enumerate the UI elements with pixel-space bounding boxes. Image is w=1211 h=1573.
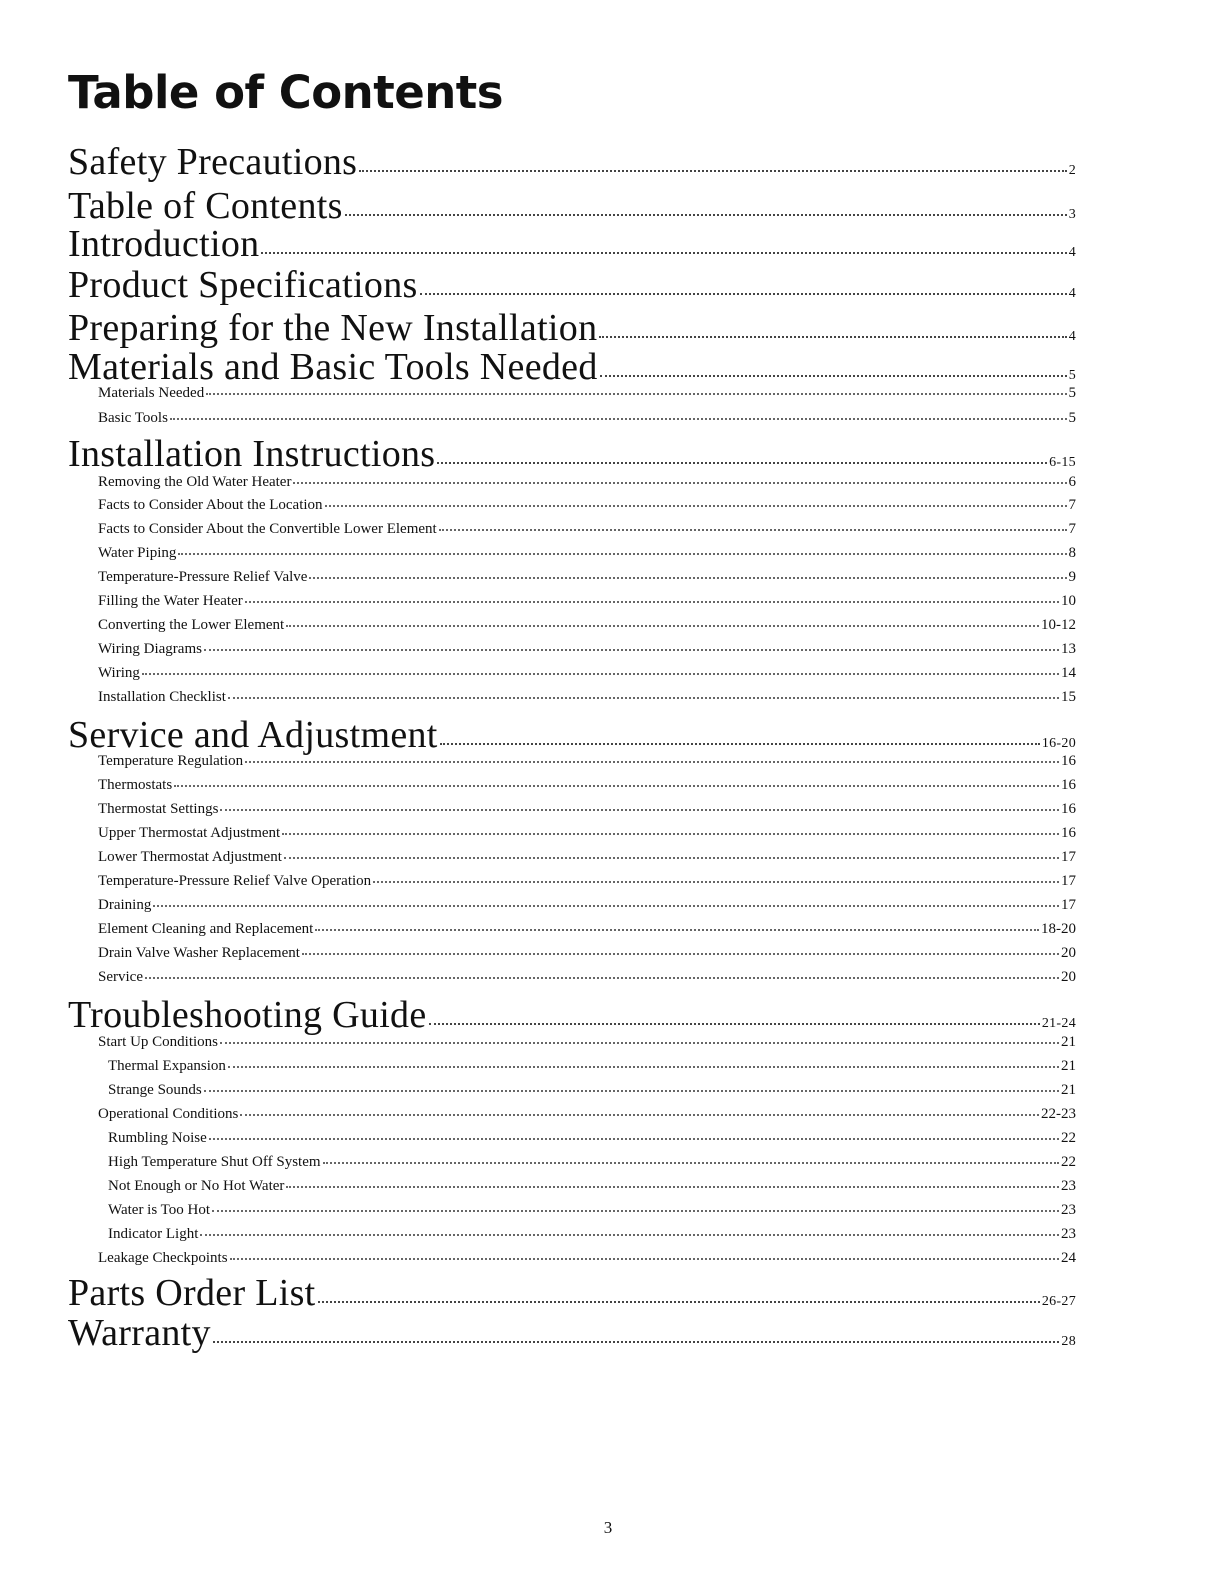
toc-entry-label: Upper Thermostat Adjustment	[98, 825, 281, 841]
toc-entry-page: 23	[1061, 1226, 1076, 1242]
toc-entry-page: 5	[1068, 410, 1076, 426]
toc-entry-page: 21	[1061, 1082, 1076, 1098]
toc-subsection	[98, 801, 1076, 818]
toc-entry-label: Removing the Old Water Heater	[98, 474, 292, 490]
toc-entry-page: 16-20	[1041, 736, 1076, 751]
dot-leader	[206, 393, 1066, 395]
dot-leader	[213, 1341, 1060, 1343]
toc-entry-label: Element Cleaning and Replacement	[98, 921, 314, 937]
toc-subsection	[98, 569, 1076, 586]
toc-entry-label: Filling the Water Heater	[98, 593, 243, 609]
dot-leader	[174, 785, 1059, 787]
toc-entry-page: 6	[1068, 474, 1076, 490]
toc-entry-page: 6-15	[1049, 455, 1076, 470]
toc-entry-label: Wiring	[98, 665, 140, 681]
toc-entry-page: 5	[1068, 385, 1076, 401]
dot-leader	[420, 293, 1067, 295]
dot-leader	[600, 375, 1067, 377]
dot-leader	[302, 953, 1059, 955]
toc-entry-page: 7	[1068, 497, 1076, 513]
toc-subsection	[98, 897, 1076, 914]
dot-leader	[309, 577, 1066, 579]
toc-entry-page: 7	[1068, 521, 1076, 537]
dot-leader	[286, 625, 1039, 627]
toc-entry-label: Draining	[98, 897, 152, 913]
toc-section	[68, 1271, 1076, 1315]
dot-leader	[323, 1162, 1059, 1164]
toc-entry-page: 22	[1061, 1130, 1076, 1146]
dot-leader	[429, 1023, 1040, 1025]
toc-entry-page: 20	[1061, 945, 1076, 961]
dot-leader	[204, 649, 1059, 651]
toc-subsection	[98, 1106, 1076, 1123]
toc-entry-label: Rumbling Noise	[108, 1130, 207, 1146]
dot-leader	[286, 1186, 1059, 1188]
toc-entry-page: 17	[1061, 873, 1076, 889]
toc-entry-label: Materials and Basic Tools Needed	[68, 346, 598, 388]
dot-leader	[200, 1234, 1059, 1236]
dot-leader	[293, 482, 1066, 484]
dot-leader	[228, 697, 1059, 699]
toc-entry-label: Not Enough or No Hot Water	[108, 1178, 285, 1194]
toc-entry-page: 22-23	[1041, 1106, 1076, 1122]
dot-leader	[220, 1042, 1059, 1044]
toc-entry-label: Converting the Lower Element	[98, 617, 285, 633]
dot-leader	[325, 505, 1067, 507]
dot-leader	[178, 553, 1066, 555]
toc-entry-label: Table of Contents	[68, 185, 343, 227]
toc-subsection	[98, 921, 1076, 938]
toc-subsubsection	[108, 1154, 1076, 1171]
toc-entry-label: Thermostats	[98, 777, 173, 793]
toc-entry-label: Strange Sounds	[108, 1082, 202, 1098]
toc-entry-page: 21	[1061, 1034, 1076, 1050]
toc-section	[68, 432, 1076, 476]
toc-section	[68, 993, 1076, 1037]
toc-subsection	[98, 497, 1076, 514]
toc-entry-page: 5	[1068, 368, 1076, 383]
toc-section	[68, 222, 1076, 266]
toc-entry-label: Parts Order List	[68, 1272, 316, 1314]
toc-entry-label: Thermostat Settings	[98, 801, 219, 817]
dot-leader	[209, 1138, 1059, 1140]
toc-subsection	[98, 641, 1076, 658]
page-number: 3	[603, 1518, 613, 1537]
dot-leader	[373, 881, 1059, 883]
toc-subsubsection	[108, 1082, 1076, 1099]
toc-entry-label: Temperature Regulation	[98, 753, 244, 769]
toc-subsection	[98, 1250, 1076, 1267]
toc-subsection	[98, 545, 1076, 562]
toc-entry-label: Thermal Expansion	[108, 1058, 226, 1074]
dot-leader	[359, 170, 1066, 172]
dot-leader	[261, 252, 1066, 254]
toc-entry-page: 16	[1061, 753, 1076, 769]
dot-leader	[318, 1301, 1040, 1303]
dot-leader	[345, 214, 1067, 216]
toc-entry-page: 16	[1061, 825, 1076, 841]
toc-entry-label: Service	[98, 969, 143, 985]
dot-leader	[204, 1090, 1059, 1092]
toc-entry-label: Start Up Conditions	[98, 1034, 219, 1050]
toc-subsection	[98, 777, 1076, 794]
toc-entry-label: Introduction	[68, 223, 260, 265]
toc-subsection	[98, 521, 1076, 538]
toc-section	[68, 140, 1076, 184]
toc-entry-page: 24	[1061, 1250, 1076, 1266]
toc-entry-page: 3	[1068, 207, 1076, 222]
toc-entry-label: Wiring Diagrams	[98, 641, 202, 657]
toc-subsubsection	[108, 1202, 1076, 1219]
toc-entry-page: 21-24	[1041, 1016, 1076, 1031]
dot-leader	[228, 1066, 1059, 1068]
dot-leader	[315, 929, 1039, 931]
dot-leader	[599, 336, 1066, 338]
toc-subsection	[98, 665, 1076, 682]
toc-subsection	[98, 969, 1076, 986]
toc-entry-page: 10	[1061, 593, 1076, 609]
toc-subsection	[98, 617, 1076, 634]
toc-entry-label: Indicator Light	[108, 1226, 199, 1242]
toc-entry-page: 28	[1061, 1334, 1076, 1349]
toc-subsection	[98, 474, 1076, 491]
toc-entry-page: 4	[1068, 286, 1076, 301]
toc-entry-label: Preparing for the New Installation	[68, 307, 598, 349]
toc-entry-label: Operational Conditions	[98, 1106, 239, 1122]
toc-entry-page: 20	[1061, 969, 1076, 985]
toc-subsection	[98, 849, 1076, 866]
toc-entry-page: 16	[1061, 801, 1076, 817]
dot-leader	[245, 601, 1059, 603]
toc-entry-page: 8	[1068, 545, 1076, 561]
toc-subsection	[98, 1034, 1076, 1051]
toc-entry-page: 14	[1061, 665, 1076, 681]
dot-leader	[230, 1258, 1059, 1260]
toc-entry-page: 15	[1061, 689, 1076, 705]
toc-entry-label: Troubleshooting Guide	[68, 994, 427, 1036]
dot-leader	[145, 977, 1059, 979]
dot-leader	[437, 462, 1047, 464]
toc-entry-page: 23	[1061, 1202, 1076, 1218]
dot-leader	[245, 761, 1059, 763]
toc-entry-label: Materials Needed	[98, 385, 205, 401]
toc-entry-page: 2	[1068, 163, 1076, 178]
dot-leader	[440, 743, 1040, 745]
toc-entry-page: 17	[1061, 897, 1076, 913]
toc-entry-label: Drain Valve Washer Replacement	[98, 945, 300, 961]
toc-entry-label: Water is Too Hot	[108, 1202, 211, 1218]
toc-entry-page: 13	[1061, 641, 1076, 657]
toc-section	[68, 345, 1076, 389]
toc-entry-label: Temperature-Pressure Relief Valve Operation	[98, 873, 372, 889]
toc-entry-page: 16	[1061, 777, 1076, 793]
toc-entry-page: 9	[1068, 569, 1076, 585]
toc-subsubsection	[108, 1178, 1076, 1195]
toc-subsection	[98, 385, 1076, 402]
toc-entry-label: Temperature-Pressure Relief Valve	[98, 569, 308, 585]
toc-subsection	[98, 945, 1076, 962]
toc-entry-label: Facts to Consider About the Location	[98, 497, 323, 513]
toc-entry-page: 4	[1068, 329, 1076, 344]
toc-entry-label: Product Specifications	[68, 264, 418, 306]
toc-entry-label: Facts to Consider About the Convertible Lower Element	[98, 521, 437, 537]
toc-section	[68, 263, 1076, 307]
toc-entry-label: Installation Instructions	[68, 433, 436, 475]
toc-entry-page: 23	[1061, 1178, 1076, 1194]
dot-leader	[240, 1114, 1039, 1116]
toc-entry-label: Lower Thermostat Adjustment	[98, 849, 282, 865]
dot-leader	[142, 673, 1059, 675]
dot-leader	[439, 529, 1067, 531]
toc-subsection	[98, 825, 1076, 842]
toc-entry-page: 26-27	[1041, 1294, 1076, 1309]
toc-subsubsection	[108, 1130, 1076, 1147]
toc-subsubsection	[108, 1226, 1076, 1243]
toc-entry-label: Safety Precautions	[68, 141, 358, 183]
toc-subsection	[98, 753, 1076, 770]
dot-leader	[170, 418, 1067, 420]
toc-entry-page: 17	[1061, 849, 1076, 865]
toc-entry-page: 18-20	[1041, 921, 1076, 937]
dot-leader	[282, 833, 1059, 835]
dot-leader	[220, 809, 1059, 811]
toc-section	[68, 306, 1076, 350]
toc-section	[68, 1311, 1076, 1355]
toc-entry-label: Leakage Checkpoints	[98, 1250, 228, 1266]
toc-entry-label: Warranty	[68, 1312, 211, 1354]
page-title: Table of Contents	[68, 66, 504, 119]
toc-subsection	[98, 593, 1076, 610]
dot-leader	[212, 1210, 1059, 1212]
toc-entry-label: Water Piping	[98, 545, 177, 561]
dot-leader	[284, 857, 1059, 859]
toc-entry-page: 22	[1061, 1154, 1076, 1170]
toc-entry-label: Basic Tools	[98, 410, 168, 426]
dot-leader	[153, 905, 1059, 907]
toc-entry-label: Installation Checklist	[98, 689, 226, 705]
toc-entry-label: High Temperature Shut Off System	[108, 1154, 321, 1170]
toc-subsection	[98, 873, 1076, 890]
toc-entry-label: Service and Adjustment	[68, 714, 438, 756]
toc-section	[68, 713, 1076, 757]
toc-entry-page: 10-12	[1041, 617, 1076, 633]
toc-entry-page: 21	[1061, 1058, 1076, 1074]
toc-subsection	[98, 689, 1076, 706]
toc-subsubsection	[108, 1058, 1076, 1075]
toc-entry-page: 4	[1068, 245, 1076, 260]
toc-subsection	[98, 410, 1076, 427]
